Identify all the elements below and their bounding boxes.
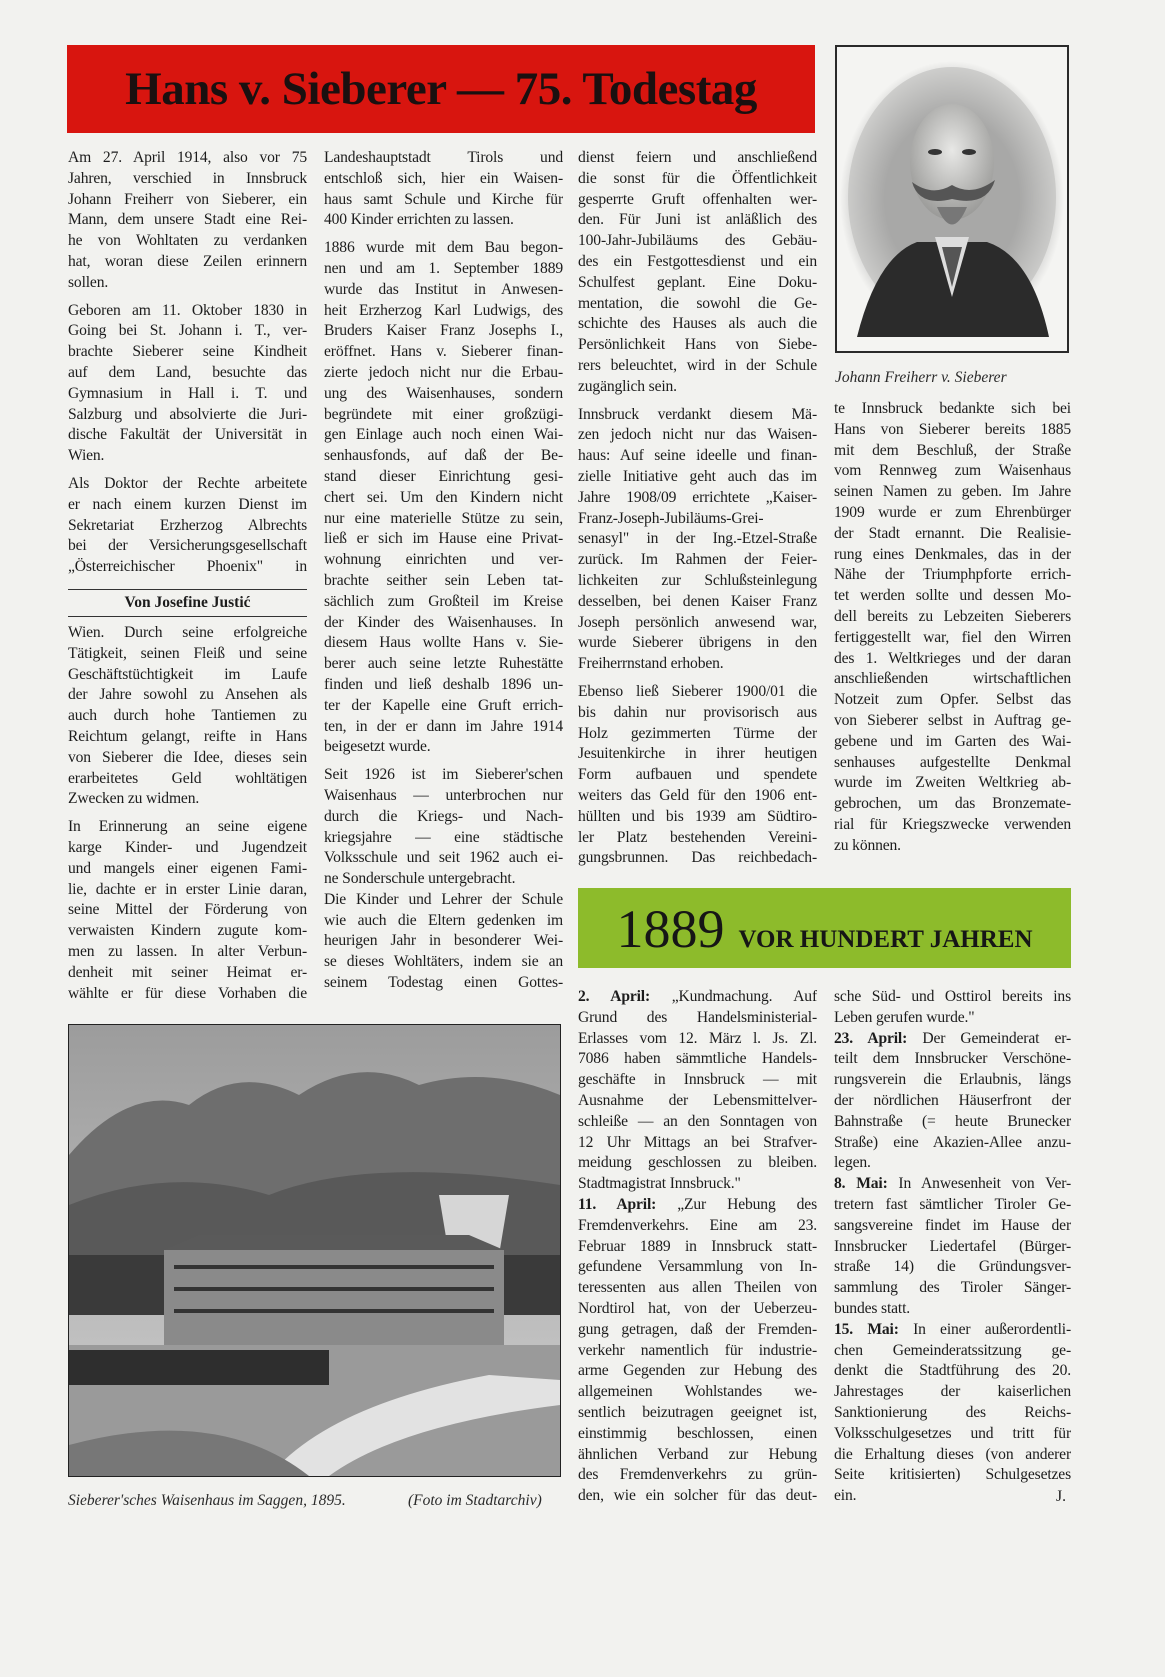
text-line: Am 27. April 1914, also vor 75 xyxy=(68,149,307,166)
text-line: „Österreichischer Phoenix" in xyxy=(68,558,307,576)
text-line: Zwecken zu widmen. xyxy=(68,790,200,808)
text-line: Sanktionierung des Reichs- xyxy=(834,1403,1071,1421)
author-name: Von Josefine Justić xyxy=(124,594,251,611)
article-column-1a xyxy=(68,148,307,585)
text-line: Notzeit zum Opfer. Selbst das xyxy=(834,691,1071,709)
text-line: heit Erzherzog Karl Ludwigs, des xyxy=(324,301,563,319)
text-line: Volksschule und seit 1962 auch ei- xyxy=(324,849,563,867)
text-line: erarbeitetes Geld wohltätigen xyxy=(68,769,307,787)
text-line: des ein Festgottesdienst und ein xyxy=(578,252,817,270)
text-line: In Erinnerung an seine eigene xyxy=(68,818,307,836)
text-line: lichkeiten zur Schlußsteinlegung xyxy=(578,571,817,589)
text-line: Grund des Handelsministerial- xyxy=(578,1008,817,1026)
text-line: teilt dem Innsbrucker Verschöne- xyxy=(834,1050,1071,1068)
text-line: Salzburg und absolvierte die Juri- xyxy=(68,405,307,423)
text-line: verkehr namentlich für industrie- xyxy=(578,1341,817,1359)
text-line: und mangels einer eigenen Fami- xyxy=(68,859,307,877)
text-line: arme Gegenden zur Hebung des xyxy=(578,1362,817,1380)
paragraph xyxy=(68,301,307,467)
text-line: verwaisten Kindern zugute kom- xyxy=(68,922,307,940)
text-line: legen. xyxy=(834,1154,871,1172)
paragraph xyxy=(834,399,1071,857)
portrait-caption: Johann Freiherr v. Sieberer xyxy=(835,369,1007,386)
text-line: der Kinder des Waisenhauses. In xyxy=(324,613,563,631)
text-line: Form aufbauen und spendete xyxy=(578,766,817,784)
text-line: Geschäftstüchtigkeit im Laufe xyxy=(68,665,307,683)
paragraph xyxy=(834,1174,1071,1320)
text-line: he von Wohltaten zu verdanken xyxy=(68,232,307,250)
text-line: zielle Initiative geht auch das im xyxy=(578,467,817,485)
text-line: Jahrestages der kaiserlichen xyxy=(834,1383,1071,1401)
article-column-3 xyxy=(578,148,817,876)
text-line: 400 Kinder errichten zu lassen. xyxy=(324,211,514,229)
text-line: 1909 wurde er zum Ehrenbürger xyxy=(834,503,1071,521)
text-line: hüllten und bis 1939 am Südtiro- xyxy=(578,807,817,825)
text-line: der Stadt ernannt. Die Realisie- xyxy=(834,524,1071,542)
text-line: denheit mit seiner Heimat er- xyxy=(68,963,307,981)
text-line: meidung geschlossen zu bleiben. xyxy=(578,1154,817,1172)
text-line: auch durch hohe Tantiemen zu xyxy=(68,707,307,725)
text-line: Freiherrnstand erhoben. xyxy=(578,655,724,673)
text-line: von Sieberer die Idee, dieses sein xyxy=(68,748,307,766)
text-line: Persönlichkeit Hans von Siebe- xyxy=(578,336,817,354)
text-line: chert sei. Um den Kindern nicht xyxy=(324,488,563,506)
text-line: allgemeinen Wohlstandes we- xyxy=(578,1383,817,1401)
text-line: Innsbrucker Liedertafel (Bürger- xyxy=(834,1237,1071,1255)
text-line: desselben, bei denen Kaiser Franz xyxy=(578,592,817,610)
text-line: ler Platz bestehenden Vereini- xyxy=(578,828,817,846)
paragraph xyxy=(68,817,307,1004)
text-line: hat, woran diese Zeilen erinnern xyxy=(68,252,307,270)
text-line: ter der Kapelle eine Gruft errich- xyxy=(324,696,563,714)
text-line: ne Sonderschule untergebracht. xyxy=(324,870,516,888)
text-line: auf dem Land, besuchte das xyxy=(68,363,307,381)
text-line: tretern fast sämtlicher Tiroler Ge- xyxy=(834,1195,1071,1213)
portrait-image xyxy=(837,47,1067,351)
text-line: senhauses aufgestellte Denkmal xyxy=(834,753,1071,771)
paragraph xyxy=(834,1029,1071,1175)
text-line: zen jedoch nicht nur das Waisen- xyxy=(578,426,817,444)
text-line: gefundene Versammlung von In- xyxy=(578,1258,817,1276)
text-line: denkt die Stadtführung des 20. xyxy=(834,1362,1071,1380)
text-line: ähnlichen Verband zur Hebung xyxy=(578,1445,817,1463)
text-line: Holz gezimmerten Türme der xyxy=(578,724,817,742)
text-line: Tätigkeit, seinen Fleiß und seine xyxy=(68,644,307,662)
text-line: zurück. Im Rahmen der Feier- xyxy=(578,551,817,569)
text-line: lie, dachte er in erster Linie daran, xyxy=(68,880,307,898)
entry-date: 11. April: xyxy=(578,1195,657,1213)
text-line: Nähe der Triumphpforte errich- xyxy=(834,566,1071,584)
paragraph xyxy=(834,1320,1071,1507)
article-column-4 xyxy=(834,399,1071,864)
text-line: zu können. xyxy=(834,836,901,854)
text-line: Bahnstraße (= heute Brunecker xyxy=(834,1112,1071,1130)
text-line: Ausnahme der Lebensmittelver- xyxy=(578,1091,817,1109)
text-line: er nach einem kurzen Dienst im xyxy=(68,495,307,513)
text-line: sche Süd- und Osttirol bereits ins xyxy=(834,988,1071,1005)
text-line: schichte des Hauses als auch die xyxy=(578,315,817,333)
text-line: Hans von Sieberer bereits 1885 xyxy=(834,420,1071,438)
text-line: gung getragen, daß der Fremden- xyxy=(578,1320,817,1338)
text-line: bundes statt. xyxy=(834,1299,911,1317)
text-line: dische Fakultät der Universität in xyxy=(68,426,307,444)
text-line: einstimmig beschlossen, einen xyxy=(578,1424,817,1442)
text-line: 100-Jahr-Jubiläums des Gebäu- xyxy=(578,232,817,250)
text-line: des Fremdenverkehrs zu grün- xyxy=(578,1466,817,1484)
text-line: berer auch seine letzte Ruhestätte xyxy=(324,655,563,673)
orphanage-photo xyxy=(68,1024,561,1477)
photo-credit: (Foto im Stadtarchiv) xyxy=(408,1492,542,1509)
text-line: schleiße — an den Sonntagen von xyxy=(578,1112,817,1130)
orphanage-image xyxy=(69,1025,560,1476)
text-line: den. Für Juni ist anläßlich des xyxy=(578,211,817,229)
text-line: straße 14) die Gründungsver- xyxy=(834,1258,1071,1276)
text-line: mentation, die sowohl die Ge- xyxy=(578,294,817,312)
chronicle-year: 1889 xyxy=(616,899,725,959)
text-line: Jahre 1908/09 errichtete „Kaiser- xyxy=(578,488,817,506)
text-line: mit dem Beschluß, der Straße xyxy=(834,441,1071,459)
text-line: wurde Sieberer übrigens in den xyxy=(578,634,817,652)
paragraph xyxy=(834,987,1071,1029)
text-line: Als Doktor der Rechte arbeitete xyxy=(68,474,307,492)
paragraph xyxy=(324,148,563,231)
text-line: die sonst für die Öffentlichkeit xyxy=(578,169,817,187)
paragraph xyxy=(324,238,563,758)
text-line: sentlich beizutragen geeignet ist, xyxy=(578,1403,817,1421)
text-line: durch die Kriegs- und Nach- xyxy=(324,807,563,825)
text-line: beigesetzt wurde. xyxy=(324,738,431,756)
chronicle-banner xyxy=(578,888,1071,968)
text-line: haus samt Schule und Kirche für xyxy=(324,190,563,208)
text-line: rers beleuchtet, wird in der Schule xyxy=(578,356,817,374)
text-line: Gymnasium in Hall i. T. und xyxy=(68,384,307,402)
text-line: sammlung des Tiroler Sänger- xyxy=(834,1279,1071,1297)
text-line: 2. April: „Kundmachung. Auf xyxy=(578,988,817,1005)
text-line: brachte Sieberer seine Kindheit xyxy=(68,343,307,361)
paragraph xyxy=(578,682,817,869)
text-line: Johann Freiherr von Sieberer, ein xyxy=(68,190,307,208)
article-column-1b xyxy=(68,623,307,1011)
text-line: karge Kinder- und Jugendzeit xyxy=(68,838,307,856)
text-line: geschäfte in Innsbruck — mit xyxy=(578,1071,817,1089)
text-line: diesem Haus wollte Hans v. Sie- xyxy=(324,634,563,652)
text-line: nen und am 1. September 1889 xyxy=(324,259,563,277)
text-line: begründete mit einer großzügi- xyxy=(324,405,563,423)
chronicle-column-1 xyxy=(578,987,817,1507)
text-line: 11. April: „Zur Hebung des xyxy=(578,1195,817,1213)
text-line: Bruders Kaiser Franz Josephs I., xyxy=(324,322,563,340)
text-line: gebene und im Garten des Wai- xyxy=(834,732,1071,750)
text-line: von Sieberer selbst in Auftrag ge- xyxy=(834,711,1071,729)
text-line: fertiggestellt war, fiel den Wirren xyxy=(834,628,1071,646)
paragraph xyxy=(68,623,307,810)
text-line: te Innsbruck bedankte sich bei xyxy=(834,400,1071,417)
text-line: bei der Versicherungsgesellschaft xyxy=(68,537,307,555)
text-line: Franz-Joseph-Jubiläums-Grei- xyxy=(578,509,764,527)
text-line: ein. xyxy=(834,1487,857,1505)
text-line: Innsbruck verdankt diesem Mä- xyxy=(578,405,817,423)
byline xyxy=(68,589,307,617)
text-line: senhausfonds, auf daß der Be- xyxy=(324,447,563,465)
text-line: Geboren am 11. Oktober 1830 in xyxy=(68,301,307,319)
paragraph xyxy=(578,148,817,398)
text-line: sollen. xyxy=(68,273,109,291)
text-line: des 1. Weltkrieges und der daran xyxy=(834,649,1071,667)
text-line: die Erhaltung dieses (von anderer xyxy=(834,1445,1071,1463)
text-line: ung des Waisenhauses, sondern xyxy=(324,384,563,402)
paragraph xyxy=(68,474,307,578)
text-line: 15. Mai: In einer außerordentli- xyxy=(834,1320,1071,1338)
chronicle-column-2 xyxy=(834,987,1071,1507)
text-line: haus: Auf seine ideelle und finan- xyxy=(578,447,817,465)
text-line: 23. April: Der Gemeinderat er- xyxy=(834,1029,1071,1047)
text-line: Nordtirol hat, von der Ueberzeu- xyxy=(578,1299,817,1317)
text-line: seinem Todestag einen Gottes- xyxy=(324,974,563,992)
text-line: vom Rennweg zum Waisenhaus xyxy=(834,462,1071,480)
text-line: Stadtmagistrat Innsbruck." xyxy=(578,1175,741,1193)
text-line: rungsverein die Erlaubnis, längs xyxy=(834,1071,1071,1089)
text-line: anschließenden wirtschaftlichen xyxy=(834,670,1071,688)
text-line: nur eine materielle Stütze zu sein, xyxy=(324,509,563,527)
text-line: weiters das Geld für den 1906 ent- xyxy=(578,786,817,804)
text-line: stand dieser Einrichtung gesi- xyxy=(324,467,563,485)
text-line: senasyl" in der Ing.-Etzel-Straße xyxy=(578,530,817,548)
text-line: Mann, dem unsere Stadt eine Rei- xyxy=(68,211,307,229)
text-line: Straße) eine Akazien-Allee anzu- xyxy=(834,1133,1071,1151)
paragraph xyxy=(324,765,563,890)
entry-date: 23. April: xyxy=(834,1029,908,1047)
text-line: kriegsjahre — eine städtische xyxy=(324,828,563,846)
text-line: seinen Namen zu geben. Im Jahre xyxy=(834,483,1071,501)
text-line: den, wie ein solcher für das deut- xyxy=(578,1487,817,1505)
text-line: Die Kinder und Lehrer der Schule xyxy=(324,890,563,908)
text-line: teressenten aus allen Theilen von xyxy=(578,1279,817,1297)
text-line: dell bereits zu Lebzeiten Sieberers xyxy=(834,607,1071,625)
text-line: tet werden sollte und dessen Mo- xyxy=(834,587,1071,605)
text-line: chen Gemeinderatssitzung ge- xyxy=(834,1341,1071,1359)
text-line: 7086 haben sämmtliche Handels- xyxy=(578,1050,817,1068)
text-line: sangsvereine findet im Hause der xyxy=(834,1216,1071,1234)
text-line: der nördlichen Häuserfront der xyxy=(834,1091,1071,1109)
text-line: seine Mittel der Förderung von xyxy=(68,901,307,919)
article-title-banner xyxy=(67,45,815,133)
text-line: gen Einlage auch noch einen Wai- xyxy=(324,426,563,444)
text-line: finden und ließ deshalb 1896 un- xyxy=(324,675,563,693)
text-line: Erlasses vom 12. März l. Js. Zl. xyxy=(578,1029,817,1047)
text-line: wählte er für diese Vorhaben die xyxy=(68,984,307,1002)
text-line: 1886 wurde mit dem Bau begon- xyxy=(324,239,563,257)
text-line: Fremdenverkehrs. Eine am 23. xyxy=(578,1216,817,1234)
text-line: wie auch die Eltern gedenken im xyxy=(324,911,563,929)
text-line: zugänglich sein. xyxy=(578,377,677,395)
text-line: gebrochen, um das Bronzemate- xyxy=(834,795,1071,813)
text-line: Jesuitenkirche in ihrer heutigen xyxy=(578,745,817,763)
text-line: dienst feiern und anschließend xyxy=(578,149,817,166)
text-line: wurde das Institut in Anwesen- xyxy=(324,280,563,298)
text-line: bis dahin nur provisorisch aus xyxy=(578,703,817,721)
text-line: Wien. Durch seine erfolgreiche xyxy=(68,624,307,641)
text-line: ten, in der er dann im Jahre 1914 xyxy=(324,717,563,735)
text-line: se dieses Wohltäters, indem sie an xyxy=(324,953,563,971)
text-line: wohnung einrichten und ver- xyxy=(324,551,563,569)
text-line: brachte seither sein Leben tat- xyxy=(324,571,563,589)
article-title: Hans v. Sieberer — 75. Todestag xyxy=(125,63,757,115)
text-line: Going bei St. Johann i. T., ver- xyxy=(68,322,307,340)
text-line: gesperrte Gruft offenhalten wer- xyxy=(578,190,817,208)
text-line: gungsbrunnen. Das reichbedach- xyxy=(578,849,817,867)
text-line: 8. Mai: In Anwesenheit von Ver- xyxy=(834,1175,1071,1193)
paragraph xyxy=(68,148,307,294)
paragraph xyxy=(578,1195,817,1507)
paragraph xyxy=(578,405,817,675)
chronicle-heading: VOR HUNDERT JAHREN xyxy=(738,926,1033,953)
text-line: Sekretariat Erzherzog Albrechts xyxy=(68,516,307,534)
text-line: rung eines Denkmales, das in der xyxy=(834,545,1071,563)
entry-date: 2. April: xyxy=(578,988,651,1005)
text-line: eröffnet. Hans v. Sieberer finan- xyxy=(324,343,563,361)
author-signature: J. xyxy=(1056,1488,1066,1505)
text-line: wurde im Zweiten Weltkrieg ab- xyxy=(834,774,1071,792)
portrait-photo xyxy=(835,45,1069,353)
text-line: Schulfest geplant. Eine Doku- xyxy=(578,273,817,291)
text-line: Februar 1889 in Innsbruck statt- xyxy=(578,1237,817,1255)
article-column-2 xyxy=(324,148,563,1001)
entry-date: 8. Mai: xyxy=(834,1175,888,1193)
text-line: 12 Uhr Mittags an bei Strafver- xyxy=(578,1133,817,1151)
text-line: Seit 1926 ist im Sieberer'schen xyxy=(324,766,563,784)
text-line: heurigen Jahr in besonderer Wei- xyxy=(324,932,563,950)
text-line: ließ er sich im Hause eine Privat- xyxy=(324,530,563,548)
text-line: zierte jedoch nicht nur die Erbau- xyxy=(324,363,563,381)
text-line: Wien. xyxy=(68,447,105,465)
text-line: Seite kritisierten) Schulgesetzes xyxy=(834,1466,1071,1484)
text-line: Volksschulgesetzes und tritt für xyxy=(834,1424,1071,1442)
text-line: rial für Kriegszwecke verwenden xyxy=(834,815,1071,833)
entry-date: 15. Mai: xyxy=(834,1320,899,1338)
text-line: Landeshauptstadt Tirols und xyxy=(324,149,563,166)
text-line: Joseph persönlich anwesend war, xyxy=(578,613,817,631)
text-line: Ebenso ließ Sieberer 1900/01 die xyxy=(578,682,817,700)
text-line: Reichtum gelangt, reifte in Hans xyxy=(68,727,307,745)
text-line: men zu lassen. In alter Verbun- xyxy=(68,942,307,960)
text-line: Waisenhaus — unterbrochen nur xyxy=(324,786,563,804)
text-line: Leben gerufen wurde." xyxy=(834,1008,975,1026)
text-line: sächlich zum Großteil im Kreise xyxy=(324,592,563,610)
text-line: der Jahre sowohl zu Ansehen als xyxy=(68,686,307,704)
text-line: entschloß sich, hier ein Waisen- xyxy=(324,169,563,187)
text-line: Jahren, verschied in Innsbruck xyxy=(68,169,307,187)
paragraph xyxy=(578,987,817,1195)
paragraph xyxy=(324,890,563,994)
photo-caption: Sieberer'sches Waisenhaus im Saggen, 1895. xyxy=(68,1492,346,1509)
